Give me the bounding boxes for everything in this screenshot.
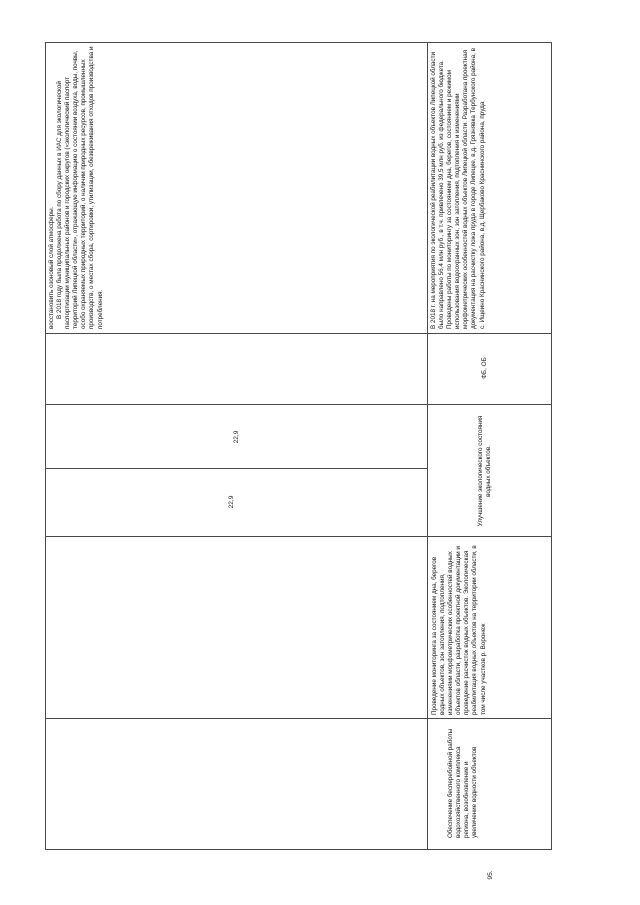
source-cell bbox=[429, 335, 550, 402]
measure-name: Обеспечение бесперебойной работы водохозяйственного комплекса региона, возобновление и увеличение водности объектов bbox=[447, 728, 479, 838]
table-border-left bbox=[45, 42, 46, 850]
column-separator bbox=[45, 536, 552, 537]
indicator-cell bbox=[429, 406, 550, 534]
source-text: ФБ, ОБ bbox=[481, 357, 488, 379]
column-separator bbox=[45, 718, 552, 719]
results-cell bbox=[429, 44, 550, 331]
row-number: 95. bbox=[487, 870, 494, 880]
measure-name-cell bbox=[429, 720, 550, 848]
subcolumn-separator bbox=[45, 468, 427, 469]
results-line-2: В 2018 году была продолжена работа по сбору данных в ИАС для экологической паспортизации муниципальных районов и городских округов («экологический паспорт территорий Липецкой области», отражающую информацию о состоянии воздуха, воды, почвы, особо охраняемых природных территорий, о наличии природных ресурсов, промышленных производств, о местах сбора, сортировки, утилизации, обезвреживания отходов производства и потребления. bbox=[56, 46, 104, 329]
results-line-1: восстановить озоновый слой атмосферы. bbox=[48, 206, 55, 329]
results-text: В 2018 г. на мероприятия по экологической реабилитации водных объектов Липецкой области было направлено 56,4 млн руб., в т.ч. привлечено 39,5 млн руб. из федерального бюджета. Проведены работы по мониторингу за состоянием дна, берегов, состоянием и режимом использования водоохранных зон, зон затопления, подтопления и изменениями морфометрических особенностей водных объектов Липецкой области. Разработана проектная документация на расчистку ложа пруда в городе Липецке, в.д. Грязнявка Тербунского района, в с. Ищеино Краснинского района, в.д. Щербаково Краснинского района, пруда bbox=[430, 48, 486, 329]
indicator-text: Улучшение экологического состояния водных объектов. bbox=[477, 415, 493, 527]
top-results-cell bbox=[47, 44, 142, 331]
row-separator bbox=[427, 42, 428, 850]
column-separator bbox=[45, 333, 552, 334]
table-border-right bbox=[551, 42, 552, 850]
activities-text: Проведение мониторинга за состоянием дна, берегов водных объектов, зон затопления, подтопления, изменениями морфометрических особенностей водных объектов области, разработка проектной документации и проведение расчисток водных объектов. Экологическая реабилитация водных объектов на территории области, в том числе участков р. Воронеж bbox=[431, 545, 487, 715]
value-cell-right: 22,9 bbox=[233, 430, 240, 444]
value-cell-left: 22,9 bbox=[228, 495, 235, 509]
table-border-top bbox=[45, 42, 552, 43]
activities-cell bbox=[429, 538, 550, 716]
column-separator bbox=[45, 404, 552, 405]
table-border-bottom bbox=[45, 849, 552, 850]
